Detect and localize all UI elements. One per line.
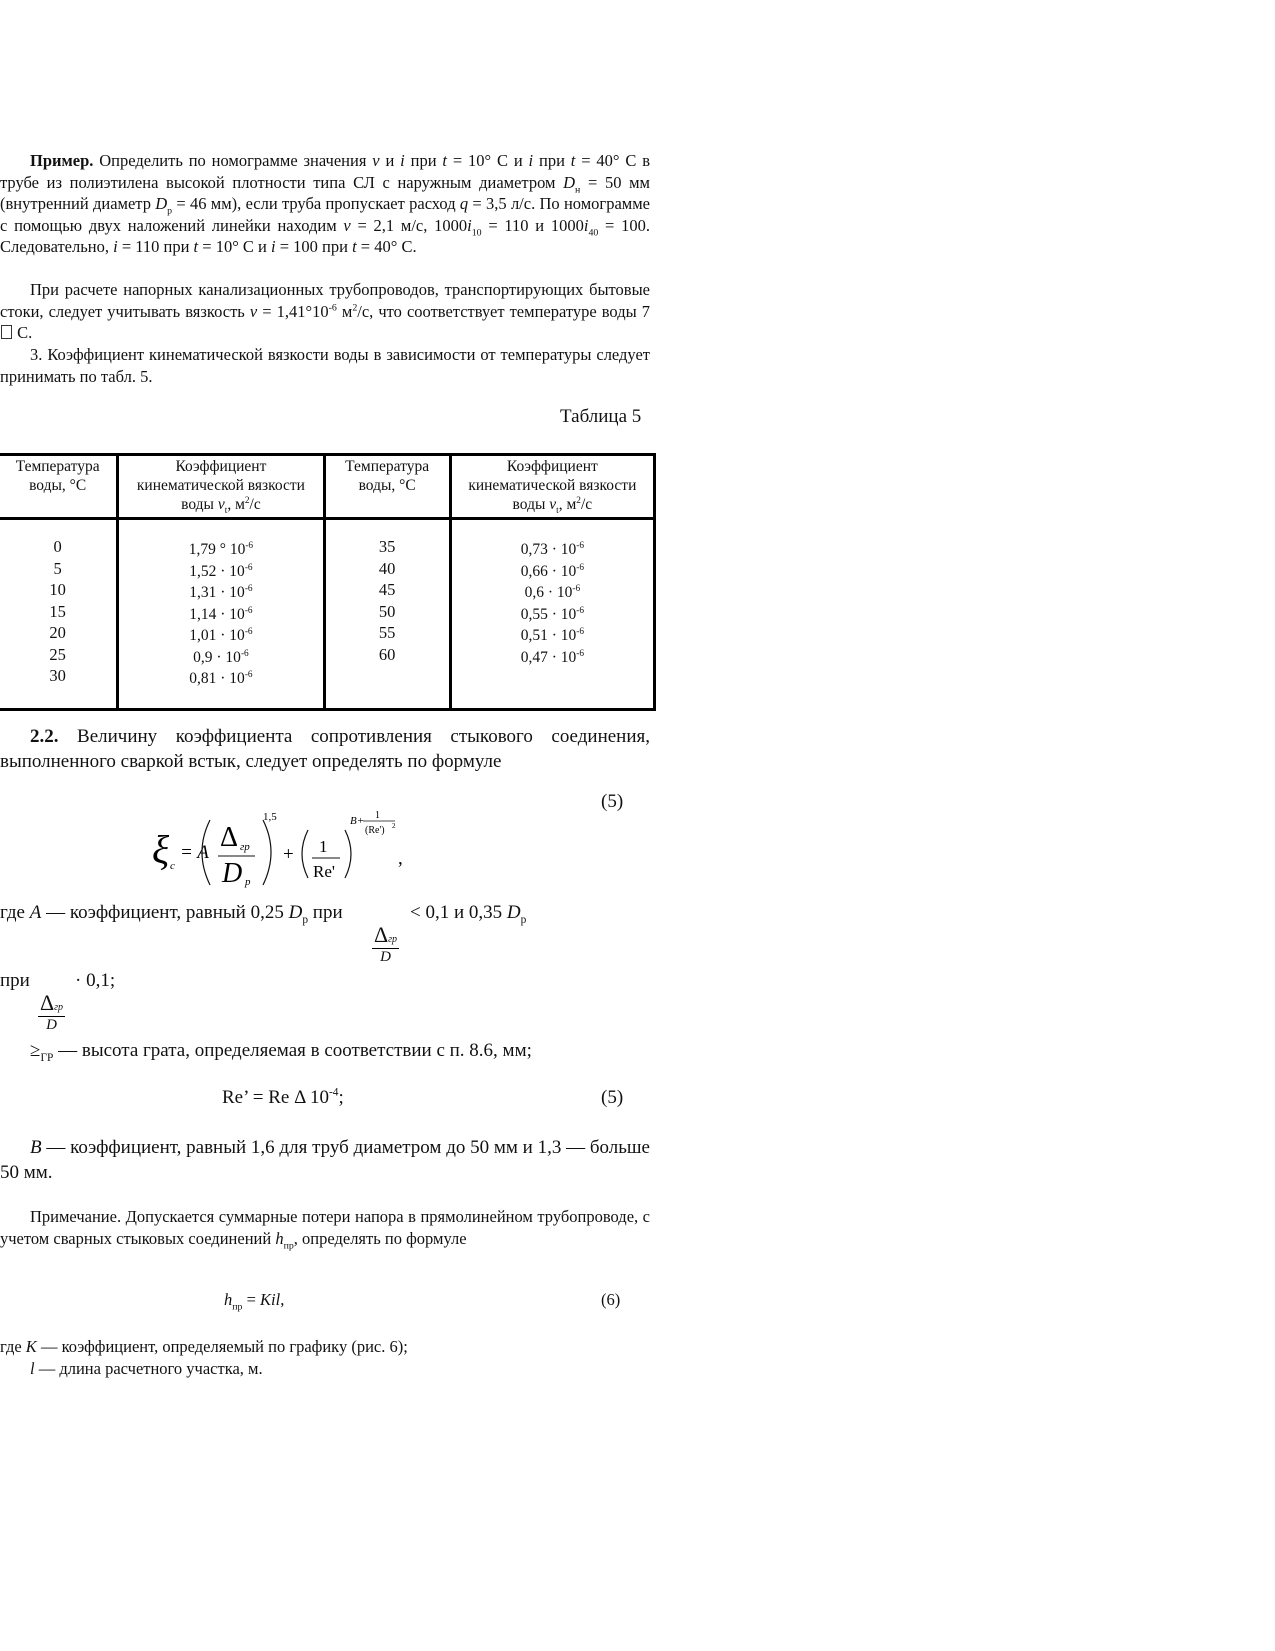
table-header-row bbox=[0, 455, 655, 519]
svg-text:= A: = A bbox=[180, 842, 209, 863]
svg-text:c: c bbox=[170, 860, 175, 872]
svg-text:гр: гр bbox=[240, 841, 250, 853]
formula-number-6: (6) bbox=[601, 1290, 621, 1309]
where-pri-condition: · 0,1; bbox=[75, 970, 116, 991]
xi-symbol: ξ bbox=[152, 827, 170, 872]
right-paren bbox=[263, 820, 271, 885]
example-paragraph: Пример. Определить по номограмме значения v и i при t = 10° С и i при t = 40° С в трубе из полиэтилена высокой плотности типа СЛ с наружным диаметром $D_н = 50$ мм (внутренний диаметр $D_р = 46$ мм), если труба пропускает расход q = 3,5 л/с. По номограмме с помощью двух наложений линейки находим v = 2,1 м/с, $1000i_{10} = 110$ и $1000i_{40} = 100$. Следовательно, i = 110 при t = 10° С и i = 100 при t = 40° С. bbox=[0, 151, 651, 256]
svg-text:+: + bbox=[283, 844, 294, 865]
header-coefficient-right: Коэффициент кинематической вязкости воды $v_t$, $м^2/с$ bbox=[450, 455, 654, 519]
coef-left-cell: 1,79 ° $10^{-6}$ $1,52 \cdot 10^{-6}$ $1,31 \cdot 10^{-6}$ $1,14 \cdot 10^{-6}$ $1,01 \cdot 10^{-6}$ $0,9 \cdot 10^{-6}$ $0,81 \cdot 10^{-6}$ bbox=[118, 519, 324, 710]
svg-text:,: , bbox=[398, 848, 403, 869]
head-loss-formula: $h_{пр}$ = Kil, bbox=[224, 1290, 285, 1313]
viscosity-paragraph: При расчете напорных канализационных трубопроводов, транспортирующих бытовые стоки, следует учитывать вязкость $v = 1,41^\circ 10^{-6}$ $м^2/с$, что соответствует температуре воды 7 С. bbox=[0, 280, 650, 342]
formula-number-5b: (5) bbox=[601, 1087, 624, 1108]
svg-text:2: 2 bbox=[392, 822, 396, 830]
where-K-line: где K — коэффициент, определяемый по графику (рис. 6); bbox=[0, 1337, 408, 1356]
section-2-2: 2.2. Величину коэффициента сопротивления стыкового соединения, выполненного сваркой встык, следует определять по формуле bbox=[0, 726, 650, 772]
where-A-line: где A — коэффициент, равный 0,25 $D_р$ при bbox=[0, 902, 343, 926]
svg-text:р: р bbox=[245, 876, 251, 888]
table-reference-paragraph: 3. Коэффициент кинематической вязкости воды в зависимости от температуры следует принимать по табл. 5. bbox=[0, 345, 650, 386]
coef-right-cell: $0,73 \cdot 10^{-6}$ $0,66 \cdot 10^{-6}$ $0,6 \cdot 10^{-6}$ $0,55 \cdot 10^{-6}$ $0,51 \cdot 10^{-6}$ $0,47 \cdot 10^{-6}$ bbox=[450, 519, 654, 710]
svg-text:Re': Re' bbox=[313, 862, 335, 881]
where-A-condition: < 0,1 и 0,35 $D_р$ bbox=[410, 902, 527, 926]
svg-text:1: 1 bbox=[319, 837, 328, 856]
temps-left-cell: 0 5 10 15 20 25 30 bbox=[0, 519, 118, 710]
re-formula: Re’ = Re Δ $10^{-4}$; bbox=[222, 1086, 344, 1108]
table-title: Таблица 5 bbox=[560, 406, 642, 427]
table-row bbox=[0, 519, 655, 710]
header-temperature-right: Температура воды, °С bbox=[324, 455, 450, 519]
svg-text:(Re'): (Re') bbox=[365, 825, 385, 836]
header-coefficient-left: Коэффициент кинематической вязкости воды $v_t$, $м^2/с$ bbox=[118, 455, 324, 519]
left-paren-2 bbox=[302, 830, 308, 878]
missing-glyph-icon bbox=[1, 325, 12, 339]
section-number: 2.2. bbox=[30, 726, 59, 747]
delta-fraction-2: $\frac{\text{Δгр}}{D}$ bbox=[40, 990, 64, 1033]
formula-number-5: (5) bbox=[601, 791, 624, 812]
right-paren-2 bbox=[345, 830, 351, 878]
temps-right-cell: 35 40 45 50 55 60 bbox=[324, 519, 450, 710]
delta-fraction-1: $\frac{\text{Δгр}}{D}$ bbox=[374, 922, 398, 965]
grat-definition: $\ge_{ГР}$ — высота грата, определяемая в соответствии с п. 8.6, мм; bbox=[30, 1040, 532, 1064]
svg-text:1,5: 1,5 bbox=[263, 811, 277, 823]
svg-text:B+: B+ bbox=[350, 815, 365, 827]
header-temperature-left: Температура воды, °С bbox=[0, 455, 118, 519]
svg-text:D: D bbox=[222, 858, 243, 888]
where-l-line: l — длина расчетного участка, м. bbox=[30, 1359, 263, 1378]
coef-B-paragraph: B — коэффициент, равный 1,6 для труб диаметром до 50 мм и 1,3 — больше 50 мм. bbox=[0, 1137, 650, 1183]
svg-text:1: 1 bbox=[375, 810, 380, 821]
resistance-formula bbox=[140, 808, 420, 888]
svg-text:Δ: Δ bbox=[220, 822, 239, 853]
example-lead: Пример. bbox=[30, 151, 94, 170]
note-paragraph: Примечание. Допускается суммарные потери напора в прямолинейном трубопроводе, с учетом сварных стыковых соединений $h_{пр}$, определять по формуле bbox=[0, 1207, 650, 1251]
where-pri-label: при bbox=[0, 970, 30, 991]
viscosity-table bbox=[0, 453, 656, 711]
